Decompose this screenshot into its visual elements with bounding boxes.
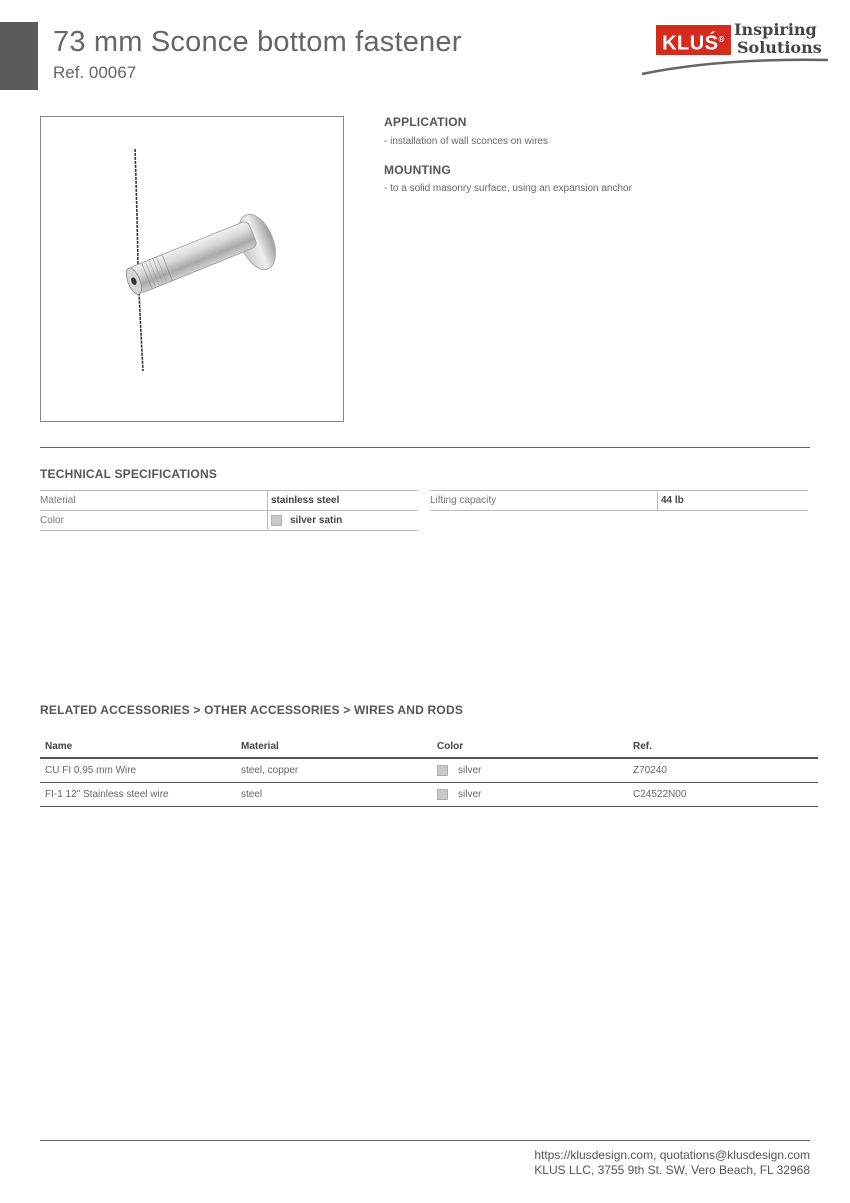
accessory-material: steel xyxy=(236,783,432,807)
specs-table-left xyxy=(40,490,418,531)
table-row xyxy=(40,783,818,807)
accessories-header-row xyxy=(40,736,818,758)
sconce-fastener-icon xyxy=(41,117,343,421)
klus-logo xyxy=(640,20,830,80)
logo-swoosh-icon xyxy=(640,54,830,76)
spec-value: 44 lb xyxy=(658,491,809,511)
color-swatch xyxy=(437,765,448,776)
table-row xyxy=(40,758,818,783)
column-header-color: Color xyxy=(432,736,628,758)
page-title: 73 mm Sconce bottom fastener xyxy=(53,26,462,58)
accessory-material: steel, copper xyxy=(236,758,432,783)
logo-brand: KLUŚ® xyxy=(656,25,731,55)
footer-contact: https://klusdesign.com, quotations@klusdesign.com xyxy=(534,1148,810,1162)
footer-address: KLUS LLC, 3755 9th St. SW, Vero Beach, FL 32968 xyxy=(534,1163,810,1177)
color-swatch xyxy=(271,515,282,526)
column-header-material: Material xyxy=(236,736,432,758)
application-item: - installation of wall sconces on wires xyxy=(384,136,548,147)
accessory-name: FI-1 12" Stainless steel wire xyxy=(40,783,236,807)
spec-row-material xyxy=(40,491,418,511)
spec-value: silver satin xyxy=(268,511,419,531)
spec-value: stainless steel xyxy=(268,491,419,511)
column-header-ref: Ref. xyxy=(628,736,818,758)
mounting-heading: MOUNTING xyxy=(384,163,451,177)
accessory-color: silver xyxy=(432,783,628,807)
application-heading: APPLICATION xyxy=(384,115,467,129)
column-header-name: Name xyxy=(40,736,236,758)
accessory-color: silver xyxy=(432,758,628,783)
divider xyxy=(40,447,810,448)
specs-table-right xyxy=(430,490,808,511)
spec-row-color xyxy=(40,511,418,531)
logo-tagline-1: Inspiring xyxy=(734,20,817,39)
color-swatch xyxy=(437,789,448,800)
spec-label: Color xyxy=(40,511,268,531)
accessory-ref: Z70240 xyxy=(628,758,818,783)
footer-divider xyxy=(40,1140,810,1141)
accessory-ref: C24522N00 xyxy=(628,783,818,807)
spec-label: Material xyxy=(40,491,268,511)
specs-heading: TECHNICAL SPECIFICATIONS xyxy=(40,467,218,481)
mounting-item: - to a solid masonry surface, using an expansion anchor xyxy=(384,183,632,194)
product-image xyxy=(40,116,344,422)
logo-tagline-2: Solutions xyxy=(737,38,822,57)
spec-label: Lifting capacity xyxy=(430,491,658,511)
accessories-table xyxy=(40,736,818,807)
spec-row-lifting-capacity xyxy=(430,491,808,511)
accessories-heading: RELATED ACCESSORIES > OTHER ACCESSORIES > WIRES AND RODS xyxy=(40,703,464,717)
side-tab xyxy=(0,22,38,90)
product-ref: Ref. 00067 xyxy=(53,63,137,82)
accessory-name: CU FI 0,95 mm Wire xyxy=(40,758,236,783)
